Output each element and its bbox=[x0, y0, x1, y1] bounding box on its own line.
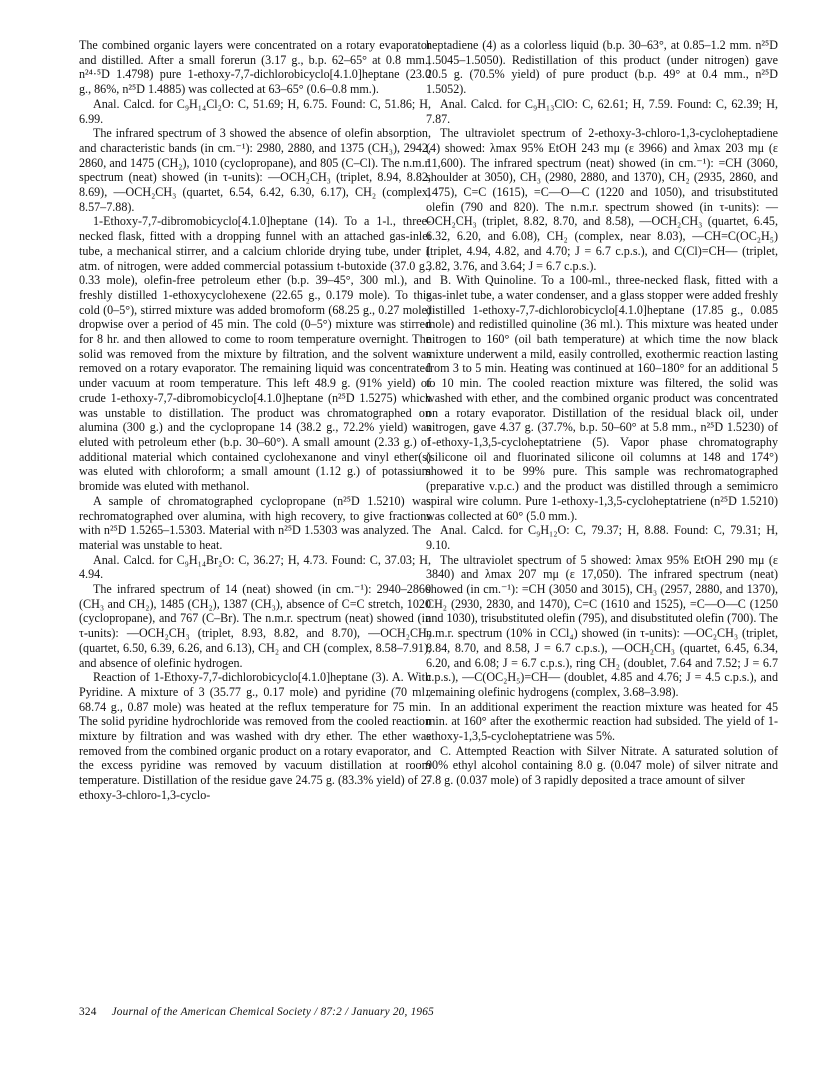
paragraph: Anal. Calcd. for C₉H₁₄Cl₂O: C, 51.69; H, 6.75. Found: C, 51.86; H, 6.99. bbox=[79, 96, 431, 126]
issue-date: January 20, 1965 bbox=[351, 1006, 434, 1018]
paragraph: C. Attempted Reaction with Silver Nitrate. A saturated solution of 90% ethyl alcohol containing 8.0 g. (0.047 mole) of silver nitrate and 7.8 g. (0.037 mole) of 3 rapidly deposited a trace amount of silver bbox=[426, 743, 778, 788]
paragraph: The ultraviolet spectrum of 5 showed: λmax 95% EtOH 290 mμ (ε 3840) and λmax 207 mμ (ε 17,050). The infrared spectrum (neat) showed (in cm.⁻¹): =CH (3050 and 3015), CH₃ (2957, 2880, and 1370), CH₂ (2930, 2830, and 1470), C=C (1610 and 1525), =C—O—C (1250 and 1030), trisubstituted olefin (795), and disubstituted olefin (700). The n.m.r. spectrum (10% in CCl₄) showed (in τ-units): —OC₂CH₃ (triplet, 8.84, 8.70, and 8.58, J = 6.7 c.p.s.), —OCH₂CH₃ (quartet, 6.45, 6.34, 6.20, and 6.08; J = 6.7 c.p.s.), ring CH₂ (doublet, 7.64 and 7.52; J = 6.7 c.p.s.), —C(OC₂H₅)=CH— (doublet, 4.85 and 4.76; J = 4.5 c.p.s.), and remaining olefinic hydrogens (complex, 3.68–3.98). bbox=[426, 552, 778, 699]
paragraph: Anal. Calcd. for C₉H₁₂O: C, 79.37; H, 8.88. Found: C, 79.31; H, 9.10. bbox=[426, 523, 778, 552]
left-column bbox=[79, 38, 431, 803]
paragraph: Anal. Calcd. for C₉H₁₃ClO: C, 62.61; H, 7.59. Found: C, 62.39; H, 7.87. bbox=[426, 96, 778, 126]
page-number: 324 bbox=[79, 1006, 97, 1018]
volume-issue: 87:2 bbox=[320, 1006, 342, 1018]
page-footer: 324 Journal of the American Chemical Society / 87:2 / January 20, 1965 bbox=[79, 1006, 434, 1018]
paragraph: In an additional experiment the reaction mixture was heated for 45 min. at 160° after the exothermic reaction had subsided. The yield of 1-ethoxy-1,3,5-cycloheptatriene was 5%. bbox=[426, 699, 778, 744]
journal-name: Journal of the American Chemical Society bbox=[111, 1006, 312, 1018]
paragraph: 1-Ethoxy-7,7-dibromobicyclo[4.1.0]heptane (14). To a 1-l., three-necked flask, fitted with a dropping funnel with an attached gas-inlet tube, a mechanical stirrer, and a calcium chloride drying tube, under 1 atm. of nitrogen, were added commercial potassium t-butoxide (37.0 g., 0.33 mole), olefin-free petroleum ether (b.p. 39–45°, 300 ml.), and freshly distilled 1-ethoxycyclohexene (22.65 g., 0.179 mole). To this cold (0–5°), stirred mixture was added bromoform (68.25 g., 0.27 mole) dropwise over a period of 45 min. The cold (0–5°) mixture was stirred for 8 hr. and then allowed to come to room temperature overnight. The solid was removed from the mixture by filtration, and the solvent was removed on a rotary evaporator. The remaining liquid was concentrated under vacuum at room temperature. This left 48.9 g. (91% yield) of crude 1-ethoxy-7,7-dibromobicyclo[4.1.0]heptane (n²⁵D 1.5275) which was unstable to distillation. The product was chromatographed on alumina (300 g.) and the cyclopropane 14 (38.2 g., 72.2% yield) was eluted with petroleum ether (b.p. 30–60°). A small amount (2.33 g.) of additional material which contained cyclohexanone and vinyl ether(s) was eluted with chloroform; a small amount (1.12 g.) of potassium bromide was eluted with methanol. bbox=[79, 214, 431, 494]
paragraph: Anal. Calcd. for C₉H₁₄Br₂O: C, 36.27; H, 4.73. Found: C, 37.03; H, 4.94. bbox=[79, 552, 431, 582]
paragraph: B. With Quinoline. To a 100-ml., three-necked flask, fitted with a gas-inlet tube, a water condenser, and a glass stopper were added freshly distilled 1-ethoxy-7,7-dichlorobicyclo[4.1.0]heptane (17.85 g., 0.085 mole) and redistilled quinoline (36 ml.). This mixture was heated under nitrogen to 160° (oil bath temperature) at which time the now black mixture underwent a mild, easily controlled, exothermic reaction lasting from 3 to 5 min. Heating was continued at 160–180° for an additional 5 to 10 min. The cooled reaction mixture was filtered, the solid was washed with ether, and the combined organic product was concentrated on a rotary evaporator. Distillation of the residual black oil, under nitrogen, gave 4.37 g. (37.7%, b.p. 50–60° at 5.8 mm., n²⁵D 1.5230) of 1-ethoxy-1,3,5-cycloheptatriene (5). Vapor phase chromatography (silicone oil and fluorinated silicone oil columns at 148 and 174°) showed it to be 99% pure. This sample was rechromatographed (preparative v.p.c.) and the product was distilled through a semimicro spiral wire column. Pure 1-ethoxy-1,3,5-cycloheptatriene (n²⁵D 1.5210) was collected at 60° (5.0 mm.). bbox=[426, 273, 778, 523]
paragraph: Reaction of 1-Ethoxy-7,7-dichlorobicyclo[4.1.0]heptane (3). A. With Pyridine. A mixture of 3 (35.77 g., 0.17 mole) and pyridine (70 ml., 68.74 g., 0.87 mole) was heated at the reflux temperature for 75 min. The solid pyridine hydrochloride was removed from the cooled reaction mixture by filtration and was washed with dry ether. The ether was removed from the combined organic product on a rotary evaporator, and the excess pyridine was removed by vacuum distillation at room temperature. Distillation of the residue gave 24.75 g. (83.3% yield) of 2-ethoxy-3-chloro-1,3-cyclo- bbox=[79, 670, 431, 802]
right-column bbox=[426, 38, 778, 788]
paragraph: The combined organic layers were concentrated on a rotary evaporator and distilled. After a small forerun (3.17 g., b.p. 62–65° at 0.8 mm., n²⁴·⁵D 1.4798) pure 1-ethoxy-7,7-dichlorobicyclo[4.1.0]heptane (23.0 g., 86%, n²⁵D 1.4885) was collected at 63–65° (0.6–0.8 mm.). bbox=[79, 38, 431, 97]
paragraph: The ultraviolet spectrum of 2-ethoxy-3-chloro-1,3-cycloheptadiene (4) showed: λmax 95% EtOH 243 mμ (ε 3966) and λmax 203 mμ (ε 11,600). The infrared spectrum (neat) showed (in cm.⁻¹): =CH (3060, shoulder at 3050), CH₃ (2980, 2880, and 1370), CH₂ (2935, 2860, and 1475), C=C (1615), =C—O—C (1220 and 1050), and trisubstituted olefin (790 and 820). The n.m.r. spectrum showed (in τ-units): —OCH₂CH₃ (triplet, 8.82, 8.70, and 8.58), —OCH₂CH₃ (quartet, 6.45, 6.32, 6.20, and 6.08), CH₂ (complex, near 8.03), —CH=C(OC₂H₅) (triplet, 4.94, 4.82, and 4.70; J = 6.7 c.p.s.), and C(Cl)=CH— (triplet, 3.82, 3.76, and 3.64; J = 6.7 c.p.s.). bbox=[426, 126, 778, 273]
paragraph: heptadiene (4) as a colorless liquid (b.p. 30–63°, at 0.85–1.2 mm. n²⁵D 1.5045–1.5050). Redistillation of this product (under nitrogen) gave 20.5 g. (70.5% yield) of pure product (b.p. 49° at 0.4 mm., n²⁵D 1.5052). bbox=[426, 38, 778, 97]
paragraph: The infrared spectrum of 14 (neat) showed (in cm.⁻¹): 2940–2860 (CH₃ and CH₂), 1485 (CH₂), 1387 (CH₃), absence of C=C stretch, 1020 (cyclopropane), and 767 (C–Br). The n.m.r. spectrum (neat) showed (in τ-units): —OCH₂CH₃ (triplet, 8.93, 8.82, and 8.70), —OCH₂CH₃ (quartet, 6.50, 6.39, 6.26, and 6.13), CH₂ and CH (complex, 8.58–7.91), and absence of olefinic hydrogen. bbox=[79, 582, 431, 670]
paragraph: A sample of chromatographed cyclopropane (n²⁵D 1.5210) was rechromatographed over alumina, with high recovery, to give fractions with n²⁵D 1.5265–1.5303. Material with n²⁵D 1.5303 was analyzed. The material was unstable to heat. bbox=[79, 493, 431, 552]
paragraph: The infrared spectrum of 3 showed the absence of olefin absorption, and characteristic bands (in cm.⁻¹): 2980, 2880, and 1375 (CH₃), 2942, 2860, and 1475 (CH₂), 1010 (cyclopropane), and 805 (C–Cl). The n.m.r. spectrum (neat) showed (in τ-units): —OCH₂CH₃ (triplet, 8.94, 8.82, 8.69), —OCH₂CH₃ (quartet, 6.54, 6.42, 6.30, 6.17), CH₂ (complex, 8.57–7.88). bbox=[79, 126, 431, 214]
